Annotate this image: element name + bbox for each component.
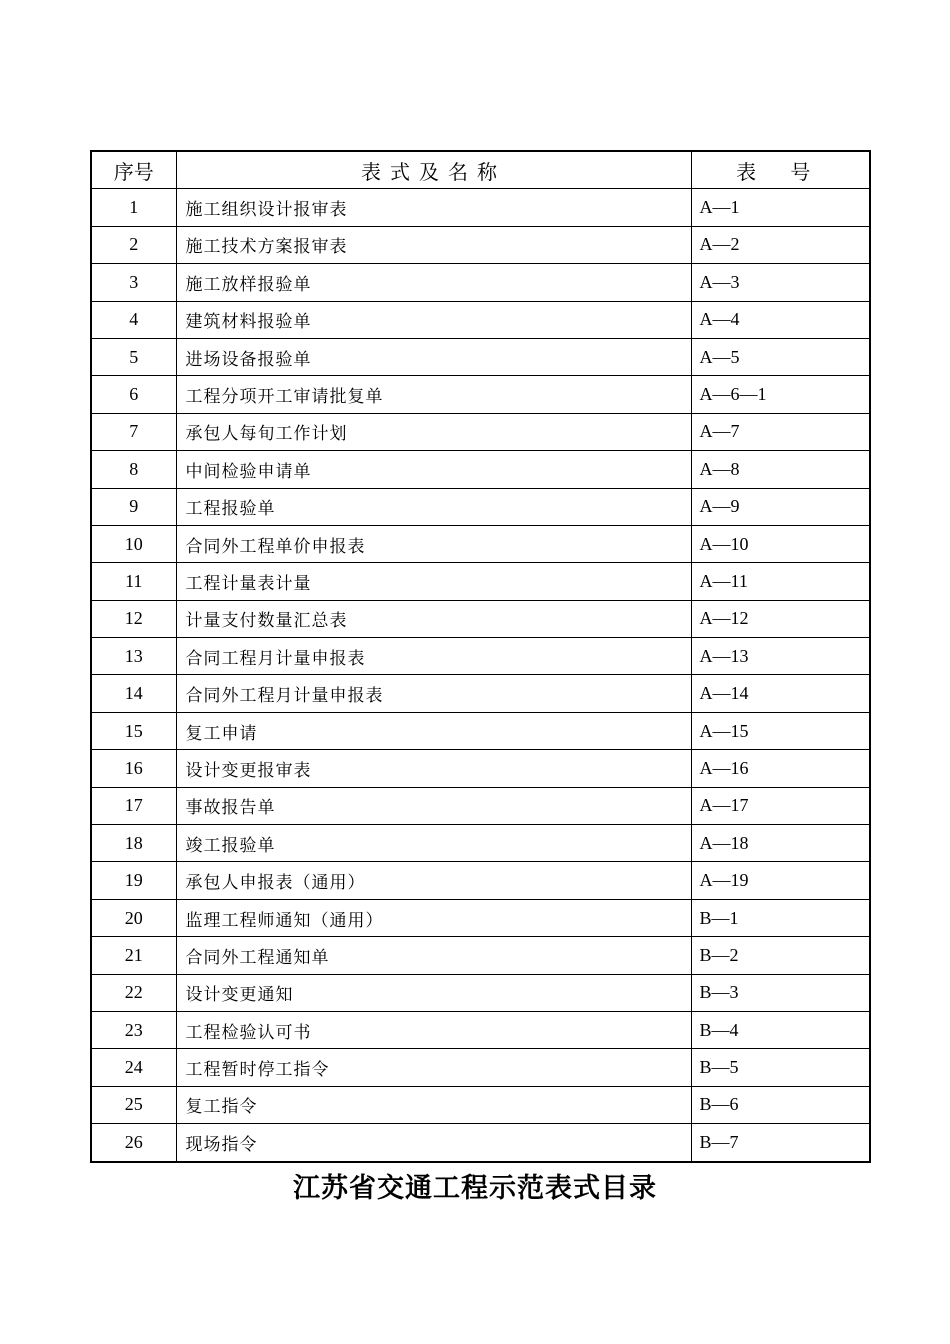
row-form-name: 承包人申报表（通用） — [176, 862, 691, 899]
table-row — [91, 899, 870, 936]
table-row — [91, 675, 870, 712]
row-serial-number: 14 — [91, 675, 176, 712]
row-form-code: A—11 — [691, 563, 870, 600]
table-row — [91, 488, 870, 525]
row-form-name: 现场指令 — [176, 1124, 691, 1162]
row-serial-number: 18 — [91, 825, 176, 862]
row-form-name: 进场设备报验单 — [176, 338, 691, 375]
table-row — [91, 825, 870, 862]
row-form-code: A—12 — [691, 600, 870, 637]
table-row — [91, 226, 870, 263]
row-form-code: A—7 — [691, 413, 870, 450]
table-row — [91, 937, 870, 974]
row-form-name: 竣工报验单 — [176, 825, 691, 862]
row-form-name: 合同外工程单价申报表 — [176, 525, 691, 562]
row-form-code: B—7 — [691, 1124, 870, 1162]
row-serial-number: 2 — [91, 226, 176, 263]
row-form-code: A—16 — [691, 750, 870, 787]
table-row — [91, 264, 870, 301]
table-row — [91, 1124, 870, 1162]
row-form-code: A—2 — [691, 226, 870, 263]
row-serial-number: 3 — [91, 264, 176, 301]
row-form-code: A—15 — [691, 712, 870, 749]
row-serial-number: 23 — [91, 1011, 176, 1048]
table-row — [91, 301, 870, 338]
row-form-code: A—5 — [691, 338, 870, 375]
row-form-name: 施工技术方案报审表 — [176, 226, 691, 263]
row-form-name: 复工指令 — [176, 1086, 691, 1123]
row-serial-number: 4 — [91, 301, 176, 338]
row-form-code: B—6 — [691, 1086, 870, 1123]
row-form-code: A—14 — [691, 675, 870, 712]
row-form-name: 施工组织设计报审表 — [176, 189, 691, 226]
table-row — [91, 600, 870, 637]
row-form-name: 工程报验单 — [176, 488, 691, 525]
row-form-name: 施工放样报验单 — [176, 264, 691, 301]
row-form-code: A—10 — [691, 525, 870, 562]
table-row — [91, 750, 870, 787]
row-form-name: 工程检验认可书 — [176, 1011, 691, 1048]
row-form-code: A—19 — [691, 862, 870, 899]
row-form-code: A—13 — [691, 638, 870, 675]
row-serial-number: 5 — [91, 338, 176, 375]
table-row — [91, 787, 870, 824]
table-row — [91, 712, 870, 749]
row-form-code: B—3 — [691, 974, 870, 1011]
table-row — [91, 376, 870, 413]
table-row — [91, 638, 870, 675]
table-row — [91, 1011, 870, 1048]
row-form-code: B—2 — [691, 937, 870, 974]
row-serial-number: 7 — [91, 413, 176, 450]
table-row — [91, 862, 870, 899]
row-serial-number: 12 — [91, 600, 176, 637]
row-form-name: 监理工程师通知（通用） — [176, 899, 691, 936]
row-form-code: A—6—1 — [691, 376, 870, 413]
row-serial-number: 13 — [91, 638, 176, 675]
row-form-name: 工程计量表计量 — [176, 563, 691, 600]
table-row — [91, 338, 870, 375]
row-form-name: 工程暂时停工指令 — [176, 1049, 691, 1086]
header-form-code: 表 号 — [691, 151, 870, 189]
row-form-name: 合同外工程通知单 — [176, 937, 691, 974]
row-form-name: 复工申请 — [176, 712, 691, 749]
row-serial-number: 24 — [91, 1049, 176, 1086]
row-serial-number: 25 — [91, 1086, 176, 1123]
row-form-name: 计量支付数量汇总表 — [176, 600, 691, 637]
table-row — [91, 974, 870, 1011]
table-row — [91, 563, 870, 600]
table-header-row — [91, 151, 870, 189]
table-row — [91, 1049, 870, 1086]
row-form-code: A—4 — [691, 301, 870, 338]
table-row — [91, 1086, 870, 1123]
row-form-code: A—18 — [691, 825, 870, 862]
row-serial-number: 16 — [91, 750, 176, 787]
table-row — [91, 189, 870, 226]
row-form-code: A—9 — [691, 488, 870, 525]
row-serial-number: 15 — [91, 712, 176, 749]
row-serial-number: 20 — [91, 899, 176, 936]
row-form-name: 合同外工程月计量申报表 — [176, 675, 691, 712]
row-form-name: 事故报告单 — [176, 787, 691, 824]
row-form-code: A—1 — [691, 189, 870, 226]
row-serial-number: 17 — [91, 787, 176, 824]
row-form-name: 合同工程月计量申报表 — [176, 638, 691, 675]
row-serial-number: 21 — [91, 937, 176, 974]
row-form-code: B—1 — [691, 899, 870, 936]
row-form-name: 中间检验申请单 — [176, 451, 691, 488]
table-row — [91, 525, 870, 562]
row-form-code: A—8 — [691, 451, 870, 488]
header-form-name: 表式及名称 — [176, 151, 691, 189]
row-serial-number: 8 — [91, 451, 176, 488]
row-form-name: 承包人每旬工作计划 — [176, 413, 691, 450]
document-title: 江苏省交通工程示范表式目录 — [293, 1173, 657, 1204]
row-serial-number: 26 — [91, 1124, 176, 1162]
row-form-name: 建筑材料报验单 — [176, 301, 691, 338]
form-catalog-table — [90, 150, 871, 1163]
row-serial-number: 11 — [91, 563, 176, 600]
row-form-name: 设计变更报审表 — [176, 750, 691, 787]
header-serial-number: 序号 — [91, 151, 176, 189]
table-row — [91, 451, 870, 488]
row-form-code: A—3 — [691, 264, 870, 301]
row-serial-number: 22 — [91, 974, 176, 1011]
row-serial-number: 1 — [91, 189, 176, 226]
row-form-name: 设计变更通知 — [176, 974, 691, 1011]
row-form-code: B—4 — [691, 1011, 870, 1048]
row-serial-number: 6 — [91, 376, 176, 413]
row-serial-number: 19 — [91, 862, 176, 899]
row-form-name: 工程分项开工审请批复单 — [176, 376, 691, 413]
table-row — [91, 413, 870, 450]
row-form-code: B—5 — [691, 1049, 870, 1086]
row-serial-number: 10 — [91, 525, 176, 562]
row-form-code: A—17 — [691, 787, 870, 824]
row-serial-number: 9 — [91, 488, 176, 525]
